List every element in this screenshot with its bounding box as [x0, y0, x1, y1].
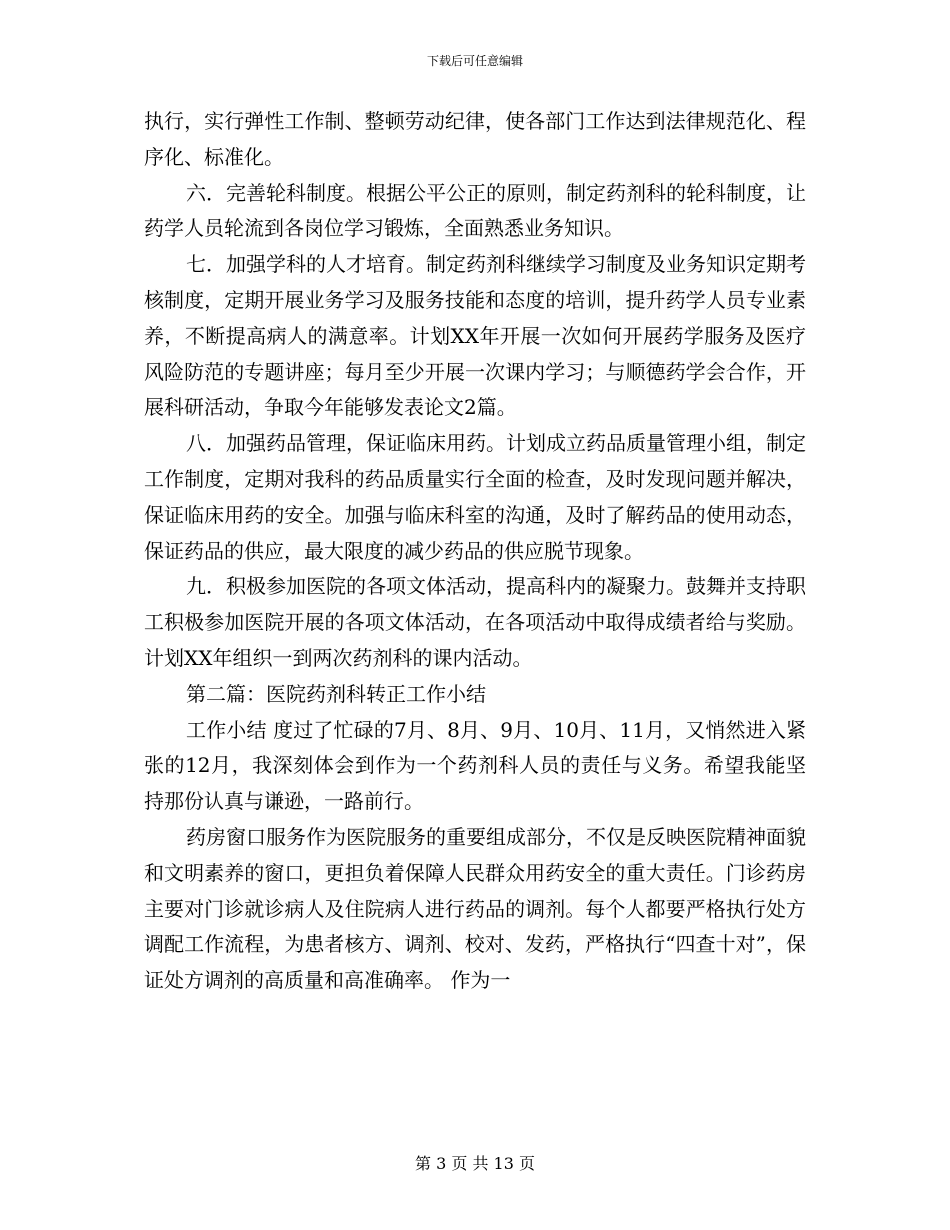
paragraph-3: 七．加强学科的人才培育。制定药剂科继续学习制度及业务知识定期考核制度，定期开展业务学习及服务技能和态度的培训，提升药学人员专业素养，不断提高病人的满意率。计划XX年开展一次如何开展药学服务及医疗风险防范的专题讲座；每月至少开展一次课内学习；与顺德药学会合作，开展科研活动，争取今年能够发表论文2篇。 [144, 252, 806, 420]
paragraph-1: 执行，实行弹性工作制、整顿劳动纪律，使各部门工作达到法律规范化、程序化、标准化。 [144, 109, 806, 169]
page-header: 下载后可任意编辑 [426, 54, 523, 68]
paragraph-4: 八．加强药品管理，保证临床用药。计划成立药品质量管理小组，制定工作制度，定期对我科的药品质量实行全面的检查，及时发现问题并解决，保证临床用药的安全。加强与临床科室的沟通，及时了解药品的使用动态，保证药品的供应，最大限度的减少药品的供应脱节现象。 [144, 431, 806, 563]
paragraph-5: 九．积极参加医院的各项文体活动，提高科内的凝聚力。鼓舞并支持职工积极参加医院开展的各项文体活动，在各项活动中取得成绩者给与奖励。计划XX年组织一到两次药剂科的课内活动。 [144, 574, 806, 670]
page-number: 第 3 页 共 13 页 [415, 1154, 535, 1173]
paragraph-7: 工作小结 度过了忙碌的7月、8月、9月、10月、11月，又悄然进入紧张的12月，我深刻体会到作为一个药剂科人员的责任与义务。希望我能坚持那份认真与谦逊，一路前行。 [144, 717, 806, 814]
section-heading: 第二篇：医院药剂科转正工作小结 [186, 681, 486, 706]
document-body [144, 104, 806, 999]
paragraph-8: 药房窗口服务作为医院服务的重要组成部分，不仅是反映医院精神面貌和文明素养的窗口，更担负着保障人民群众用药安全的重大责任。门诊药房主要对门诊就诊病人及住院病人进行药品的调剂。每个人都要严格执行处方调配工作流程，为患者核方、调剂、校对、发药，严格执行“四查十对”，保证处方调剂的高质量和高准确率。 作为一 [144, 824, 806, 993]
paragraph-2: 六．完善轮科制度。根据公平公正的原则，制定药剂科的轮科制度，让药学人员轮流到各岗位学习锻炼，全面熟悉业务知识。 [144, 180, 806, 241]
